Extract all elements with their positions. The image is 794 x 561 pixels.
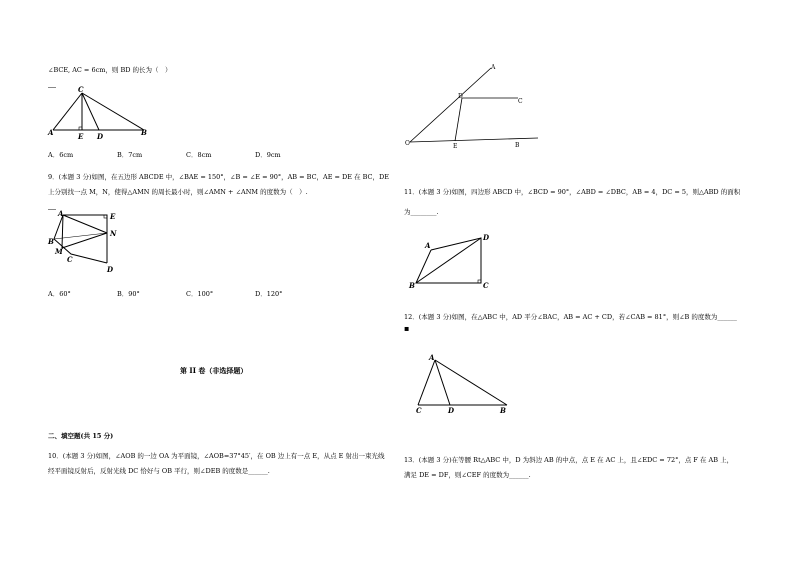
q11-figure <box>404 230 496 292</box>
q8-option-a: A．6cm <box>48 151 74 159</box>
q8-question-tail: ∠BCE, AC = 6cm，则 BD 的长为（ ） <box>48 66 172 74</box>
q11-text-line1: 11．(本题 3 分)如图，四边形 ABCD 中，∠BCD = 90°，∠ABD = ∠DBC，AB = 4，DC = 5，则△ABD 的面积 <box>404 188 741 196</box>
q12-label-a: A <box>429 353 435 362</box>
q9-option-d: D．120° <box>255 290 283 298</box>
q8-option-c: C．8cm <box>186 151 212 159</box>
q9-figure <box>44 207 124 279</box>
q11-label-c: C <box>483 281 489 290</box>
q10-label-b: B <box>515 142 520 149</box>
q9-text-line2: 上分别找一点 M，N，使得△AMN 的周长最小时，则∠AMN + ∠ANM 的度数为（ ）. <box>48 188 308 196</box>
q11-label-b: B <box>409 281 415 290</box>
q8-option-b: B．7cm <box>117 151 143 159</box>
q12-label-c: C <box>416 406 422 415</box>
q9-label-d: D <box>107 265 114 274</box>
section2-heading: 二、填空题(共 15 分) <box>48 432 114 440</box>
q8-label-b: B <box>141 128 147 137</box>
q10-label-d: D <box>458 93 463 100</box>
q8-label-a: A <box>48 128 54 137</box>
q9-option-a: A．60° <box>48 290 71 298</box>
q11-label-d: D <box>483 233 490 242</box>
q10-label-o: O <box>405 140 410 147</box>
q12-label-d: D <box>448 406 455 415</box>
q9-label-b: B <box>48 237 54 246</box>
q10-label-a: A <box>491 64 496 71</box>
q12-figure <box>410 350 515 416</box>
q8-figure <box>44 84 154 142</box>
q9-label-n: N <box>110 229 117 238</box>
q9-label-a: A <box>58 209 64 218</box>
q9-label-m: M <box>55 247 63 256</box>
q13-text-line2: 满足 DE = DF，则∠CEF 的度数为______. <box>404 471 531 479</box>
q10-label-e: E <box>453 143 458 150</box>
q12-text-line1: 12．(本题 3 分)如图，在△ABC 中，AD 平分∠BAC，AB = AC + CD，若∠CAB = 81°，则∠B 的度数为______ <box>404 313 737 321</box>
q10-text-line1: 10．(本题 3 分)如图，∠AOB 的一边 OA 为平面镜，∠AOB=37°45′，在 OB 边上有一点 E，从点 E 射出一束光线 <box>48 452 385 460</box>
q9-option-c: C．100° <box>186 290 214 298</box>
q9-label-c: C <box>67 255 73 264</box>
section-title: 第 II 卷（非选择题） <box>180 366 248 375</box>
q8-label-e: E <box>78 132 84 141</box>
q10-label-c: C <box>518 98 523 105</box>
q12-label-b: B <box>500 406 506 415</box>
q9-option-b: B．90° <box>117 290 140 298</box>
q12-bullet: ▪ <box>404 323 410 333</box>
q9-label-e: E <box>110 212 116 221</box>
q8-label-d: D <box>97 132 104 141</box>
q8-label-c: C <box>78 85 84 94</box>
q10-text-line2: 经平面镜反射后，反射光线 DC 恰好与 OB 平行，则∠DEB 的度数是______. <box>48 467 270 475</box>
q10-figure <box>402 60 552 152</box>
q9-text-line1: 9．(本题 3 分)如图，在五边形 ABCDE 中，∠BAE = 150°，∠B = ∠E = 90°，AB = BC，AE = DE 在 BC，DE <box>48 173 389 181</box>
q8-option-d: D．9cm <box>255 151 281 159</box>
q13-text-line1: 13．(本题 3 分)在等腰 Rt△ABC 中，D 为斜边 AB 的中点，点 E 在 AC 上，且∠EDC = 72°，点 F 在 AB 上， <box>404 456 734 464</box>
q11-label-a: A <box>425 241 431 250</box>
q11-text-line2: 为________. <box>404 208 439 216</box>
